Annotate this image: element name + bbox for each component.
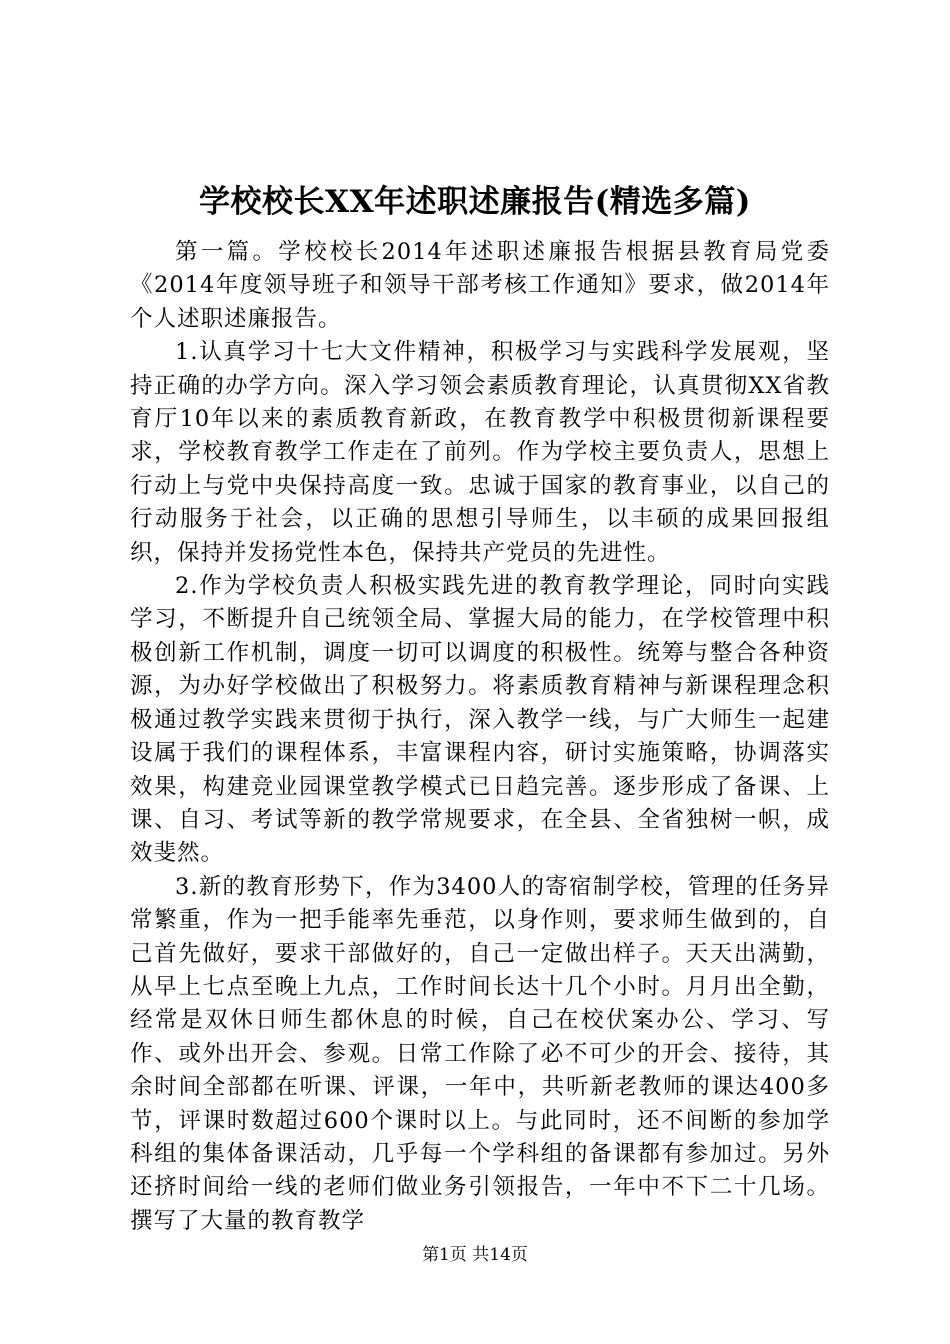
paragraph-item-1: 1.认真学习十七大文件精神，积极学习与实践科学发展观，坚持正确的办学方向。深入学习领会素质教育理论，认真贯彻XX省教育厅10年以来的素质教育新政，在教育教学中积极贯彻新课程要求，学校教育教学工作走在了前列。作为学校主要负责人，思想上行动上与党中央保持高度一致。忠诚于国家的教育事业，以自己的行动服务于社会，以正确的思想引导师生，以丰硕的成果回报组织，保持并发扬党性本色，保持共产党员的先进性。 <box>130 339 830 566</box>
paragraph-intro: 第一篇。学校校长2014年述职述廉报告根据县教育局党委《2014年度领导班子和领导干部考核工作通知》要求，做2014年个人述职述廉报告。 <box>130 239 830 332</box>
paragraph-item-3: 3.新的教育形势下，作为3400人的寄宿制学校，管理的任务异常繁重，作为一把手能率先垂范，以身作则，要求师生做到的，自己首先做好，要求干部做好的，自己一定做出样子。天天出满勤，从早上七点至晚上九点，工作时间长达十几个小时。月月出全勤，经常是双休日师生都休息的时候，自己在校伏案办公、学习、写作、或外出开会、参观。日常工作除了必不可少的开会、接待，其余时间全部都在听课、评课，一年中，共听新老教师的课达400多节，评课时数超过600个课时以上。与此同时，还不间断的参加学科组的集体备课活动，几乎每一个学科组的备课都有参加过。另外还挤时间给一线的老师们做业务引领报告，一年中不下二十几场。撰写了大量的教育教学 <box>130 873 830 1234</box>
paragraph-item-2: 2.作为学校负责人积极实践先进的教育教学理论，同时向实践学习，不断提升自己统领全局、掌握大局的能力，在学校管理中积极创新工作机制，调度一切可以调度的积极性。统筹与整合各种资源，为办好学校做出了积极努力。将素质教育精神与新课程理念积极通过教学实践来贯彻于执行，深入教学一线，与广大师生一起建设属于我们的课程体系，丰富课程内容，研讨实施策略，协调落实效果，构建竞业园课堂教学模式已日趋完善。逐步形成了备课、上课、自习、考试等新的教学常规要求，在全县、全省独树一帜，成效斐然。 <box>130 573 830 867</box>
document-body <box>130 236 830 1238</box>
page-number-footer: 第1页 共14页 <box>422 1245 528 1265</box>
document-title: 学校校长XX年述职述廉报告(精选多篇) <box>199 184 751 220</box>
